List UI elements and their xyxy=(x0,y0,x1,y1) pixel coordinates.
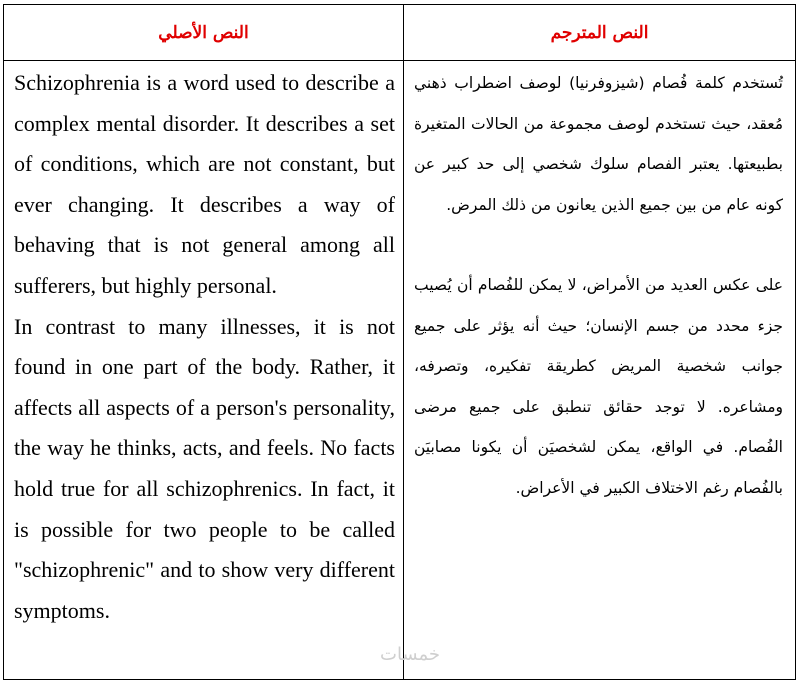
translation-table xyxy=(3,4,796,680)
translated-text-cell xyxy=(404,61,795,679)
arabic-paragraph-1: تُستخدم كلمة فُصام (شيزوفرنيا) لوصف اضطراب ذهني مُعقد، حيث تستخدم لوصف مجموعة من الحالات المتغيرة بطبيعتها. يعتبر الفصام سلوك شخصي إلى حد كبير عن كونه عام من بين جميع الذين يعانون من ذلك المرض. xyxy=(414,74,783,214)
english-text xyxy=(4,61,403,631)
english-paragraph-2: In contrast to many illnesses, it is not found in one part of the body. Rather, it affects all aspects of a person's personality, the way he thinks, acts, and feels. No facts hold true for all schizophrenics. In fact, it is possible for two people to be called "schizophrenic" and to show very different symptoms. xyxy=(14,313,395,623)
original-title: النص الأصلي xyxy=(158,22,249,43)
original-text-cell xyxy=(4,61,404,679)
watermark: خمسات xyxy=(380,644,441,665)
english-paragraph-1: Schizophrenia is a word used to describe a complex mental disorder. It describes a set of conditions, which are not constant, but ever changing. It describes a way of behaving that is not general among all sufferers, but highly personal. xyxy=(14,70,395,298)
header-translated xyxy=(404,5,795,61)
translated-title: النص المترجم xyxy=(550,22,649,43)
arabic-paragraph-2: على عكس العديد من الأمراض، لا يمكن للفُصام أن يُصيب جزء محدد من جسم الإنسان؛ حيث أنه يؤثر على جميع جوانب شخصية المريض كطريقة تفكيره، وتصرفه، ومشاعره. لا توجد حقائق تنطبق على جميع مرضى الفُصام. في الواقع، يمكن لشخصيَن أن يكونا مصابيَن بالفُصام رغم الاختلاف الكبير في الأعراض. xyxy=(414,276,783,497)
arabic-text xyxy=(404,61,795,508)
header-original xyxy=(4,5,404,61)
